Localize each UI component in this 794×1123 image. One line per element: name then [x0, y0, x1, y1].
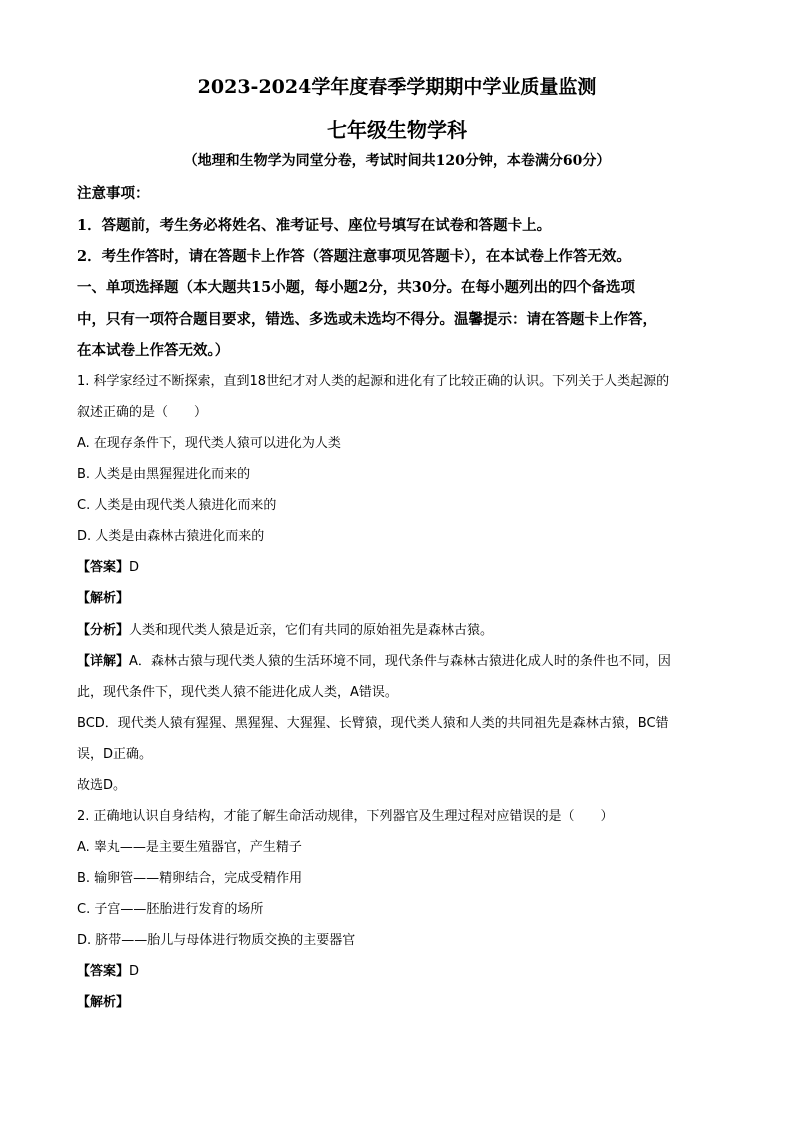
- question-1-xiangjie: [77, 650, 671, 669]
- answer-tag: 【答案】: [77, 964, 130, 979]
- question-1-answer: [77, 556, 139, 575]
- answer-value: D: [129, 964, 140, 979]
- question-1-option-a: A. 在现存条件下，现代类人猿可以进化为人类: [77, 436, 341, 451]
- fenxi-text: 人类和现代类人猿是近亲，它们有共同的原始祖先是森林古猿。: [129, 623, 494, 638]
- section-instructions: 中，只有一项符合题目要求，错选、多选或未选均不得分。温馨提示：请在答题卡上作答，: [77, 311, 657, 328]
- section-instructions: 在本试卷上作答无效。）: [77, 342, 230, 359]
- notice-heading: 注意事项：: [77, 185, 150, 202]
- section-instructions: 一、单项选择题（本大题共15小题，每小题2分，共30分。在每小题列出的四个备选项: [77, 279, 635, 296]
- question-1-fenxi: [77, 619, 493, 638]
- question-1-bcd: BCD．现代类人猿有猩猩、黑猩猩、大猩猩、长臂猿，现代类人猿和人类的共同祖先是森林古猿，BC错: [77, 716, 669, 731]
- notice-item: 2．考生作答时，请在答题卡上作答（答题注意事项见答题卡），在本试卷上作答无效。: [77, 248, 631, 265]
- question-1-conclusion: 故选D。: [77, 778, 127, 793]
- xiangjie-tag: 【详解】: [77, 654, 130, 669]
- fenxi-tag: 【分析】: [77, 623, 130, 638]
- exam-subject: 七年级生物学科: [327, 118, 467, 142]
- xiangjie-text: A．森林古猿与现代类人猿的生活环境不同，现代条件与森林古猿进化成人时的条件也不同，因: [129, 654, 671, 669]
- answer-value: D: [129, 560, 140, 575]
- question-1-option-c: C. 人类是由现代类人猿进化而来的: [77, 498, 277, 513]
- question-1-bcd-cont: 误，D正确。: [77, 747, 153, 762]
- question-1-stem: 叙述正确的是（ ）: [77, 405, 208, 420]
- question-2-option-b: B. 输卵管——精卵结合，完成受精作用: [77, 871, 303, 886]
- notice-item: 1．答题前，考生务必将姓名、准考证号、座位号填写在试卷和答题卡上。: [77, 217, 552, 234]
- question-1-analysis-tag: [77, 587, 129, 606]
- question-1-xiangjie-cont: 此，现代条件下，现代类人猿不能进化成人类，A错误。: [77, 685, 398, 700]
- question-1-stem: 1. 科学家经过不断探索，直到18世纪才对人类的起源和进化有了比较正确的认识。下列关于人类起源的: [77, 374, 670, 389]
- question-2-option-c: C. 子宫——胚胎进行发育的场所: [77, 902, 264, 917]
- question-2-analysis-tag: [77, 991, 129, 1010]
- answer-tag: 【答案】: [77, 560, 130, 575]
- question-1-option-d: D. 人类是由森林古猿进化而来的: [77, 529, 265, 544]
- question-2-answer: [77, 960, 139, 979]
- analysis-tag: 【解析】: [77, 995, 130, 1010]
- question-1-option-b: B. 人类是由黑猩猩进化而来的: [77, 467, 251, 482]
- exam-note: （地理和生物学为同堂分卷，考试时间共120分钟，本卷满分60分）: [183, 153, 611, 169]
- question-2-option-a: A. 睾丸——是主要生殖器官，产生精子: [77, 840, 302, 855]
- question-2-stem: 2. 正确地认识自身结构，才能了解生命活动规律，下列器官及生理过程对应错误的是（ ）: [77, 809, 614, 824]
- analysis-tag: 【解析】: [77, 591, 130, 606]
- question-2-option-d: D. 脐带——胎儿与母体进行物质交换的主要器官: [77, 933, 356, 948]
- exam-title: 2023-2024学年度春季学期期中学业质量监测: [197, 76, 597, 98]
